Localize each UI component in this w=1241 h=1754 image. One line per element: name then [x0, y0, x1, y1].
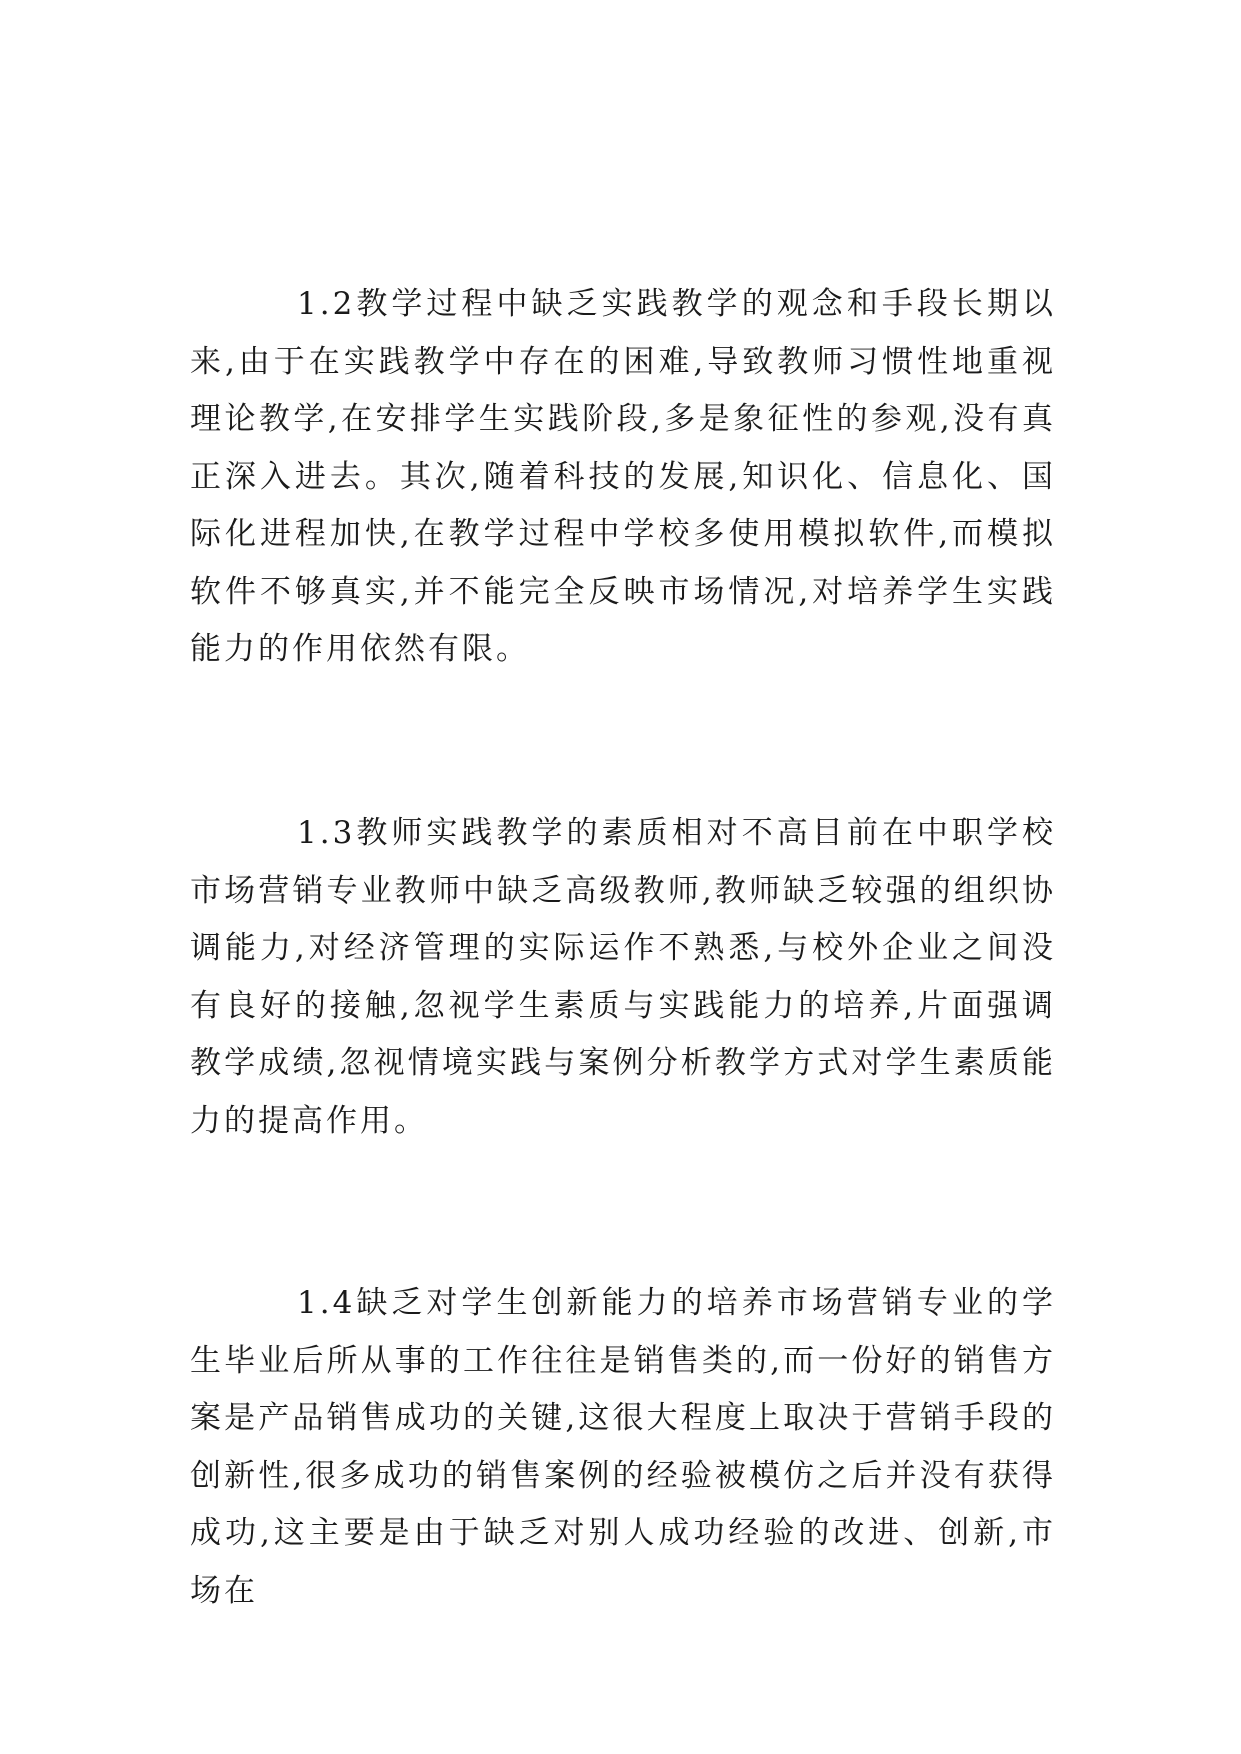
paragraph-1-3: 1.3教师实践教学的素质相对不高目前在中职学校市场营销专业教师中缺乏高级教师,教师缺乏较强的组织协调能力,对经济管理的实际运作不熟悉,与校外企业之间没有良好的接触,忽视学生素质与实践能力的培养,片面强调教学成绩,忽视情境实践与案例分析教学方式对学生素质能力的提高作用。 [190, 815, 1056, 1139]
paragraph-1-2: 1.2教学过程中缺乏实践教学的观念和手段长期以来,由于在实践教学中存在的困难,导致教师习惯性地重视理论教学,在安排学生实践阶段,多是象征性的参观,没有真正深入进去。其次,随着科技的发展,知识化、信息化、国际化进程加快,在教学过程中学校多使用模拟软件,而模拟软件不够真实,并不能完全反映市场情况,对培养学生实践能力的作用依然有限。 [190, 286, 1056, 667]
paragraph-1-4: 1.4缺乏对学生创新能力的培养市场营销专业的学生毕业后所从事的工作往往是销售类的,而一份好的销售方案是产品销售成功的关键,这很大程度上取决于营销手段的创新性,很多成功的销售案例的经验被模仿之后并没有获得成功,这主要是由于缺乏对别人成功经验的改进、创新,市场在 [190, 1285, 1056, 1609]
